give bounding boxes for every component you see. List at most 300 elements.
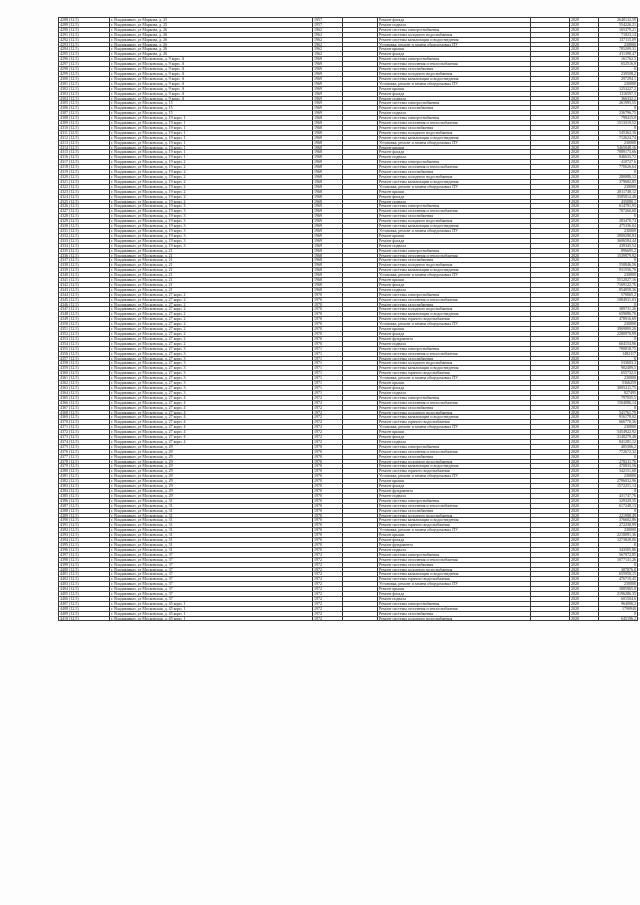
cost-cell: 770626,64 [599, 165, 638, 170]
cost-cell: 854058,36 [599, 287, 638, 292]
work-type-cell: Ремонт системы канализации и водоотведения [378, 224, 531, 229]
address-cell: г. Владикавказ, ул Московская, д. 37 [110, 587, 313, 592]
build-year-cell: 1970 [313, 484, 343, 489]
record-number-cell: 4292 (12.5) [59, 37, 110, 42]
work-type-cell: Ремонт системы холодного водоснабжения [378, 513, 531, 518]
work-type-cell: Ремонт системы отопления и теплоснабжения [378, 606, 531, 611]
record-number-cell: 4366 (12.5) [59, 400, 110, 405]
record-number-cell: 4384 (12.5) [59, 489, 110, 494]
planned-year-cell: 2020 [570, 601, 599, 606]
record-number-cell: 4383 (12.5) [59, 484, 110, 489]
planned-year-cell: 2020 [570, 435, 599, 440]
cost-cell: 0 [599, 302, 638, 307]
work-type-cell: Ремонт крыши [378, 430, 531, 435]
work-type-cell: Ремонт системы отопления и теплоснабжения [378, 62, 531, 67]
build-year-cell: 1970 [313, 513, 343, 518]
work-type-cell: Ремонт системы газоснабжения [378, 214, 531, 219]
planned-year-cell: 2020 [570, 238, 599, 243]
build-year-cell: 1968 [313, 121, 343, 126]
record-number-cell: 4363 (12.5) [59, 385, 110, 390]
build-year-cell: 1970 [313, 518, 343, 523]
build-year-cell: 1972 [313, 606, 343, 611]
cost-cell: 0 [599, 170, 638, 175]
cost-cell: 278211,76 [599, 459, 638, 464]
record-number-cell: 4294 (12.5) [59, 47, 110, 52]
planned-year-cell: 2020 [570, 317, 599, 322]
record-number-cell: 4295 (12.5) [59, 52, 110, 57]
work-type-cell: Ремонт системы холодного водоснабжения [378, 32, 531, 37]
address-cell: г. Владикавказ, ул Московская, д. 19 корп. 3 [110, 233, 313, 238]
address-cell: г. Владикавказ, ул Московская, д. 27 корп. 2 [110, 332, 313, 337]
address-cell: г. Владикавказ, ул Московская, д. 27 корп. 2 [110, 341, 313, 346]
work-type-cell: Ремонт фасада [378, 332, 531, 337]
build-year-cell: 1972 [313, 562, 343, 567]
build-year-cell: 1968 [313, 273, 343, 278]
record-number-cell: 4371 (12.5) [59, 425, 110, 430]
planned-year-cell: 2020 [570, 307, 599, 312]
record-number-cell: 4357 (12.5) [59, 356, 110, 361]
work-type-cell: Ремонт подвала [378, 111, 531, 116]
address-cell: г. Владикавказ, ул Московская, д. 19 корп. 3 [110, 209, 313, 214]
address-cell: г. Владикавказ, ул Московская, д. 29 [110, 479, 313, 484]
build-year-cell: 1969 [313, 62, 343, 67]
build-year-cell: 1970 [313, 528, 343, 533]
planned-year-cell: 2020 [570, 52, 599, 57]
record-number-cell: 4311 (12.5) [59, 130, 110, 135]
record-number-cell: 4323 (12.5) [59, 189, 110, 194]
build-year-cell: 1962 [313, 27, 343, 32]
address-cell: г. Владикавказ, ул Московская, д. 19 корп. 3 [110, 224, 313, 229]
work-type-cell: Ремонт системы горячего водоснабжения [378, 523, 531, 528]
cost-cell: 659086,76 [599, 312, 638, 317]
build-year-cell: 1970 [313, 312, 343, 317]
build-year-cell: 1962 [313, 47, 343, 52]
address-cell: г. Владикавказ, ул Московская, д. 27 корп. 3 [110, 366, 313, 371]
build-year-cell: 1962 [313, 32, 343, 37]
address-cell: г. Владикавказ, ул Московская, д. 37 [110, 567, 313, 572]
cost-cell: 478916,69 [599, 317, 638, 322]
record-number-cell: 4322 (12.5) [59, 184, 110, 189]
build-year-cell: 1968 [313, 135, 343, 140]
work-type-cell: Ремонт системы газоснабжения [378, 611, 531, 616]
planned-year-cell: 2020 [570, 282, 599, 287]
planned-year-cell: 2020 [570, 420, 599, 425]
record-number-cell: 4364 (12.5) [59, 390, 110, 395]
cost-cell: 230000 [599, 425, 638, 430]
work-type-cell: Установка, ремонт и замена общедомовых ПУ [378, 81, 531, 86]
work-type-cell: Ремонт системы электроснабжения [378, 101, 531, 106]
build-year-cell: 1969 [313, 81, 343, 86]
planned-year-cell: 2020 [570, 577, 599, 582]
address-cell: г. Владикавказ, ул Московская, д. 29 [110, 493, 313, 498]
cost-cell: 841281,12 [599, 439, 638, 444]
record-number-cell: 4315 (12.5) [59, 150, 110, 155]
work-type-cell: Ремонт системы холодного водоснабжения [378, 307, 531, 312]
planned-year-cell: 2020 [570, 258, 599, 263]
planned-year-cell: 2020 [570, 592, 599, 597]
record-number-cell: 4347 (12.5) [59, 307, 110, 312]
record-number-cell: 4381 (12.5) [59, 474, 110, 479]
record-number-cell: 4372 (12.5) [59, 430, 110, 435]
address-cell: г. Владикавказ, ул Маркова, д. 26 [110, 52, 313, 57]
work-type-cell: Ремонт системы электроснабжения [378, 552, 531, 557]
work-type-cell: Ремонт крыши [378, 278, 531, 283]
address-cell: г. Владикавказ, ул Московская, д. 19 корп. 1 [110, 155, 313, 160]
address-cell: г. Владикавказ, ул Московская, д. 21 [110, 263, 313, 268]
cost-cell: 2809290,84 [599, 233, 638, 238]
cost-cell: 645196,2 [599, 616, 638, 621]
record-number-cell: 4397 (12.5) [59, 552, 110, 557]
record-number-cell: 4354 (12.5) [59, 341, 110, 346]
work-type-cell: Ремонт системы канализации и водоотведения [378, 76, 531, 81]
planned-year-cell: 2020 [570, 57, 599, 62]
record-number-cell: 4302 (12.5) [59, 86, 110, 91]
planned-year-cell: 2020 [570, 125, 599, 130]
record-number-cell: 4382 (12.5) [59, 479, 110, 484]
work-type-cell: Ремонт крыши [378, 86, 531, 91]
planned-year-cell: 2020 [570, 312, 599, 317]
record-number-cell: 4325 (12.5) [59, 199, 110, 204]
cost-cell: 655950,15 [599, 572, 638, 577]
build-year-cell: 1969 [313, 67, 343, 72]
work-type-cell: Установка, ремонт и замена общедомовых ПУ [378, 582, 531, 587]
planned-year-cell: 2020 [570, 243, 599, 248]
record-number-cell: 4353 (12.5) [59, 336, 110, 341]
planned-year-cell: 2020 [570, 547, 599, 552]
work-type-cell: Ремонт системы электроснабжения [378, 57, 531, 62]
planned-year-cell: 2020 [570, 278, 599, 283]
cost-cell: 230000 [599, 140, 638, 145]
work-type-cell: Ремонт системы канализации и водоотведения [378, 268, 531, 273]
address-cell: г. Владикавказ, ул Московская, д. 19 корп. 3 [110, 238, 313, 243]
work-type-cell: Ремонт фасада [378, 484, 531, 489]
cost-cell: 827495 [599, 390, 638, 395]
planned-year-cell: 2020 [570, 341, 599, 346]
cost-cell: 0 [599, 489, 638, 494]
cost-cell: 0 [599, 67, 638, 72]
work-type-cell: Ремонт системы отопления и теплоснабжения [378, 253, 531, 258]
record-number-cell: 4355 (12.5) [59, 346, 110, 351]
address-cell: г. Владикавказ, ул Московская, д. 19 корп. 2 [110, 189, 313, 194]
record-number-cell: 4386 (12.5) [59, 498, 110, 503]
address-cell: г. Владикавказ, ул Московская, д. 31 [110, 513, 313, 518]
work-type-cell: Ремонт фасада [378, 238, 531, 243]
cost-cell: 2280970,99 [599, 332, 638, 337]
build-year-cell: 1971 [313, 385, 343, 390]
cost-cell: 230000 [599, 582, 638, 587]
record-number-cell: 4396 (12.5) [59, 547, 110, 552]
planned-year-cell: 2020 [570, 101, 599, 106]
build-year-cell: 1968 [313, 287, 343, 292]
build-year-cell: 1972 [313, 567, 343, 572]
record-number-cell: 4408 (12.5) [59, 606, 110, 611]
cost-cell: 617248,13 [599, 503, 638, 508]
work-type-cell: Ремонт системы газоснабжения [378, 302, 531, 307]
record-number-cell: 4398 (12.5) [59, 557, 110, 562]
address-cell: г. Владикавказ, ул Московская, д. 29 [110, 464, 313, 469]
work-type-cell: Ремонт системы электроснабжения [378, 292, 531, 297]
record-number-cell: 4335 (12.5) [59, 248, 110, 253]
build-year-cell: 1969 [313, 238, 343, 243]
planned-year-cell: 2020 [570, 155, 599, 160]
build-year-cell: 1968 [313, 155, 343, 160]
work-type-cell: Ремонт подвала [378, 547, 531, 552]
address-cell: г. Владикавказ, ул Московская, д. 29 [110, 454, 313, 459]
cost-cell: 0 [599, 106, 638, 111]
address-cell: г. Владикавказ, ул Московская, д. 27 корп. 2 [110, 302, 313, 307]
cost-cell: 964096,2 [599, 601, 638, 606]
planned-year-cell: 2020 [570, 170, 599, 175]
cost-cell: 712624,74 [599, 135, 638, 140]
work-type-cell: Ремонт подвала [378, 199, 531, 204]
work-type-cell: Ремонт системы горячего водоснабжения [378, 420, 531, 425]
work-type-cell: Ремонт системы электроснабжения [378, 395, 531, 400]
cost-cell: 5512027,16 [599, 278, 638, 283]
build-year-cell: 1970 [313, 547, 343, 552]
cost-cell: 0 [599, 405, 638, 410]
planned-year-cell: 2020 [570, 415, 599, 420]
build-year-cell: 1972 [313, 587, 343, 592]
work-type-cell: Ремонт системы холодного водоснабжения [378, 410, 531, 415]
planned-year-cell: 2020 [570, 160, 599, 165]
record-number-cell: 4388 (12.5) [59, 508, 110, 513]
cost-cell: 410727,6 [599, 160, 638, 165]
build-year-cell: 1969 [313, 106, 343, 111]
address-cell: г. Владикавказ, ул Московская, д. 19 корп. 1 [110, 130, 313, 135]
build-year-cell: 1972 [313, 415, 343, 420]
work-type-cell: Ремонт крыши [378, 327, 531, 332]
build-year-cell: 1968 [313, 263, 343, 268]
planned-year-cell: 2020 [570, 268, 599, 273]
cost-cell: 1077141,26 [599, 557, 638, 562]
work-type-cell: Установка, ремонт и замена общедомовых ПУ [378, 528, 531, 533]
work-type-cell: Ремонт фасада [378, 592, 531, 597]
cost-cell: 896695,2 [599, 248, 638, 253]
planned-year-cell: 2020 [570, 263, 599, 268]
record-number-cell: 4374 (12.5) [59, 439, 110, 444]
build-year-cell: 1972 [313, 435, 343, 440]
planned-year-cell: 2020 [570, 479, 599, 484]
cost-cell: 0 [599, 508, 638, 513]
work-type-cell: Ремонт системы отопления и теплоснабжения [378, 209, 531, 214]
cost-cell: 230000 [599, 322, 638, 327]
cost-cell: 902409,5 [599, 366, 638, 371]
record-number-cell: 4303 (12.5) [59, 91, 110, 96]
record-number-cell: 4362 (12.5) [59, 381, 110, 386]
record-number-cell: 4309 (12.5) [59, 121, 110, 126]
cost-cell: 5454922,92 [599, 430, 638, 435]
cost-cell: 283470,74 [599, 219, 638, 224]
cost-cell: 137115,09 [599, 37, 638, 42]
planned-year-cell: 2020 [570, 596, 599, 601]
record-number-cell: 4403 (12.5) [59, 582, 110, 587]
address-cell: г. Владикавказ, ул Московская, д. 19 корп. 1 [110, 135, 313, 140]
cost-cell: 1504086,14 [599, 400, 638, 405]
planned-year-cell: 2020 [570, 366, 599, 371]
planned-year-cell: 2020 [570, 562, 599, 567]
build-year-cell: 1970 [313, 292, 343, 297]
cost-cell: 221908,49 [599, 513, 638, 518]
record-number-cell: 4343 (12.5) [59, 287, 110, 292]
planned-year-cell: 2020 [570, 587, 599, 592]
build-year-cell: 1970 [313, 332, 343, 337]
record-number-cell: 4367 (12.5) [59, 405, 110, 410]
work-type-cell: Ремонт крыши [378, 189, 531, 194]
cost-cell: 7089173,66 [599, 150, 638, 155]
record-number-cell: 4321 (12.5) [59, 179, 110, 184]
record-number-cell: 4299 (12.5) [59, 71, 110, 76]
planned-year-cell: 2020 [570, 111, 599, 116]
build-year-cell: 1972 [313, 439, 343, 444]
planned-year-cell: 2020 [570, 135, 599, 140]
address-cell: г. Владикавказ, ул Московская, д. 19 корп. 3 [110, 243, 313, 248]
cost-cell: 3585014,48 [599, 194, 638, 199]
build-year-cell: 1972 [313, 601, 343, 606]
record-number-cell: 4361 (12.5) [59, 376, 110, 381]
address-cell: г. Владикавказ, ул Московская, д. 29 [110, 474, 313, 479]
build-year-cell: 1962 [313, 42, 343, 47]
build-year-cell: 1968 [313, 179, 343, 184]
build-year-cell: 1968 [313, 282, 343, 287]
record-number-cell: 4375 (12.5) [59, 444, 110, 449]
cost-cell: 567972,85 [599, 552, 638, 557]
address-cell: г. Владикавказ, ул Московская, д. 21 [110, 282, 313, 287]
build-year-cell: 1970 [313, 469, 343, 474]
build-year-cell: 1970 [313, 503, 343, 508]
build-year-cell: 1969 [313, 71, 343, 76]
record-number-cell: 4310 (12.5) [59, 125, 110, 130]
work-type-cell: Установка, ремонт и замена общедомовых ПУ [378, 425, 531, 430]
planned-year-cell: 2020 [570, 219, 599, 224]
planned-year-cell: 2020 [570, 91, 599, 96]
work-type-cell: Ремонт подвала [378, 155, 531, 160]
cost-cell: 376602,86 [599, 518, 638, 523]
work-type-cell: Ремонт системы отопления и теплоснабжения [378, 449, 531, 454]
work-type-cell: Ремонт системы холодного водоснабжения [378, 459, 531, 464]
work-type-cell: Ремонт системы канализации и водоотведения [378, 135, 531, 140]
planned-year-cell: 2020 [570, 96, 599, 101]
build-year-cell: 1969 [313, 76, 343, 81]
build-year-cell: 1970 [313, 336, 343, 341]
work-type-cell: Ремонт системы канализации и водоотведения [378, 415, 531, 420]
work-type-cell: Ремонт системы холодного водоснабжения [378, 263, 531, 268]
address-cell: г. Владикавказ, ул Московская, д. 21 [110, 253, 313, 258]
planned-year-cell: 2020 [570, 533, 599, 538]
planned-year-cell: 2020 [570, 518, 599, 523]
work-type-cell: Ремонт подвала [378, 341, 531, 346]
planned-year-cell: 2020 [570, 302, 599, 307]
record-number-cell: 4329 (12.5) [59, 219, 110, 224]
cost-cell: 0 [599, 214, 638, 219]
cost-cell: 71823,14 [599, 32, 638, 37]
cost-cell: 772672,32 [599, 449, 638, 454]
work-type-cell: Ремонт системы горячего водоснабжения [378, 317, 531, 322]
cost-cell: 230000 [599, 42, 638, 47]
build-year-cell: 1970 [313, 479, 343, 484]
work-type-cell: Ремонт системы холодного водоснабжения [378, 616, 531, 621]
cost-cell: 785209,31 [599, 47, 638, 52]
cost-cell: 3140279,48 [599, 435, 638, 440]
planned-year-cell: 2020 [570, 542, 599, 547]
record-number-cell: 4333 (12.5) [59, 238, 110, 243]
work-type-cell: Ремонт системы электроснабжения [378, 444, 531, 449]
cost-cell: 431747,76 [599, 493, 638, 498]
record-number-cell: 4300 (12.5) [59, 76, 110, 81]
address-cell: г. Владикавказ, ул Московская, д. 27 корп. 2 [110, 327, 313, 332]
planned-year-cell: 2020 [570, 552, 599, 557]
cost-cell: 652516,9 [599, 62, 638, 67]
address-cell: г. Владикавказ, ул Московская, д. 27 корп. 3 [110, 376, 313, 381]
address-cell: г. Владикавказ, ул Московская, д. 15 [110, 106, 313, 111]
address-cell: г. Владикавказ, ул Московская, д. 9 корп. А [110, 67, 313, 72]
address-cell: г. Владикавказ, ул Московская, д. 19 корп. 2 [110, 184, 313, 189]
planned-year-cell: 2020 [570, 71, 599, 76]
record-number-cell: 4340 (12.5) [59, 273, 110, 278]
build-year-cell: 1968 [313, 130, 343, 135]
planned-year-cell: 2020 [570, 454, 599, 459]
planned-year-cell: 2020 [570, 179, 599, 184]
planned-year-cell: 2020 [570, 567, 599, 572]
address-cell: г. Владикавказ, ул Московская, д. 37 [110, 592, 313, 597]
address-cell: г. Владикавказ, ул Московская, д. 27 корп. 2 [110, 322, 313, 327]
work-type-cell: Ремонт крыши [378, 587, 531, 592]
address-cell: г. Владикавказ, ул Московская, д. 21 [110, 268, 313, 273]
build-year-cell: 1968 [313, 170, 343, 175]
cost-cell: 2811748,12 [599, 189, 638, 194]
work-type-cell: Ремонт системы канализации и водоотведения [378, 572, 531, 577]
work-type-cell: Ремонт системы канализации и водоотведения [378, 312, 531, 317]
build-year-cell: 1968 [313, 145, 343, 150]
planned-year-cell: 2020 [570, 18, 599, 23]
planned-year-cell: 2020 [570, 81, 599, 86]
work-type-cell: Ремонт подвала [378, 287, 531, 292]
record-number-cell: 4313 (12.5) [59, 140, 110, 145]
build-year-cell: 1972 [313, 420, 343, 425]
planned-year-cell: 2020 [570, 493, 599, 498]
work-type-cell: Ремонт системы электроснабжения [378, 204, 531, 209]
record-number-cell: 4293 (12.5) [59, 42, 110, 47]
address-cell: г. Владикавказ, ул Московская, д. 21 [110, 273, 313, 278]
planned-year-cell: 2020 [570, 22, 599, 27]
work-type-cell: Ремонт подвала [378, 439, 531, 444]
cost-cell: 236796,75 [599, 111, 638, 116]
record-number-cell: 4346 (12.5) [59, 302, 110, 307]
cost-cell: 230000 [599, 376, 638, 381]
build-year-cell: 1971 [313, 371, 343, 376]
record-number-cell: 4358 (12.5) [59, 361, 110, 366]
record-number-cell: 4369 (12.5) [59, 415, 110, 420]
address-cell: г. Владикавказ, ул Московская, д. 19 корп. 3 [110, 204, 313, 209]
build-year-cell: 1957 [313, 22, 343, 27]
planned-year-cell: 2020 [570, 474, 599, 479]
planned-year-cell: 2020 [570, 199, 599, 204]
build-year-cell: 1970 [313, 297, 343, 302]
work-type-cell: Ремонт фасада [378, 194, 531, 199]
register-rows [59, 18, 638, 621]
build-year-cell: 1969 [313, 111, 343, 116]
address-cell: г. Владикавказ, ул Московская, д. 27 корп. 4 [110, 400, 313, 405]
work-type-cell: Ремонт системы газоснабжения [378, 67, 531, 72]
cost-cell: 787260,68 [599, 209, 638, 214]
record-number-cell: 4317 (12.5) [59, 160, 110, 165]
address-cell: г. Владикавказ, ул Московская, д. 19 корп. 2 [110, 194, 313, 199]
work-type-cell: Установка, ремонт и замена общедомовых ПУ [378, 228, 531, 233]
cost-cell: 0 [599, 336, 638, 341]
planned-year-cell: 2020 [570, 327, 599, 332]
record-number-cell: 4336 (12.5) [59, 253, 110, 258]
work-type-cell: Ремонт системы электроснабжения [378, 248, 531, 253]
work-type-cell: Ремонт фасада [378, 385, 531, 390]
